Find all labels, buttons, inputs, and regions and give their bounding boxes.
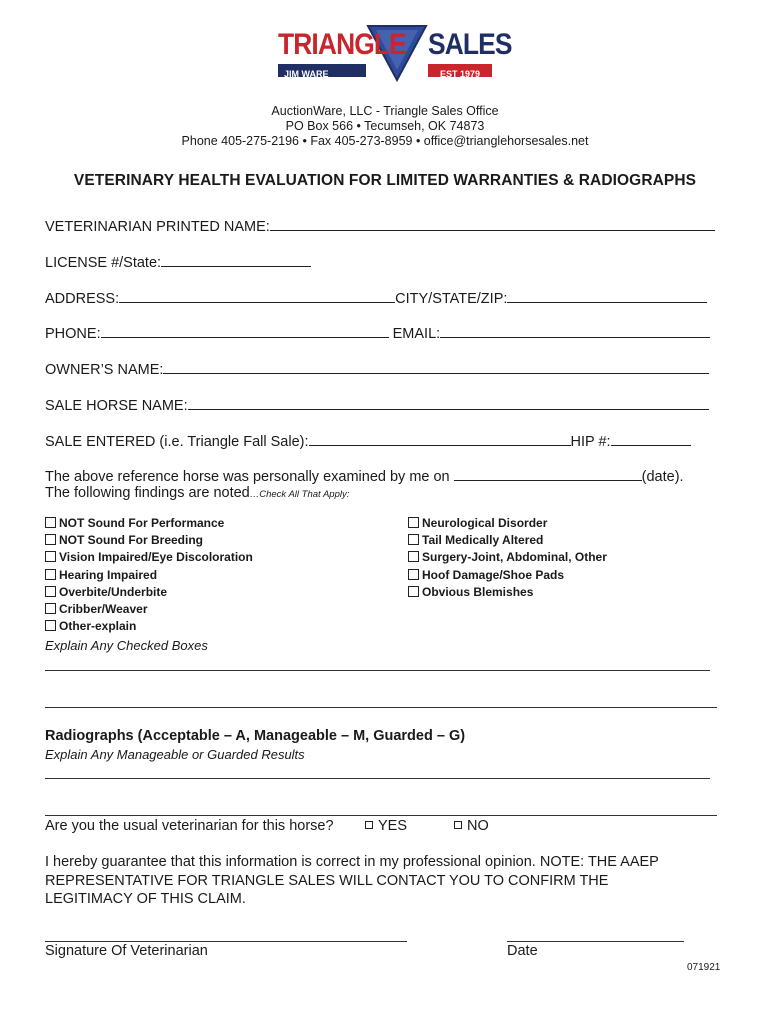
form-code: 071921 [687,962,721,973]
exam-line-1 [45,466,684,485]
checkbox-item[interactable] [45,515,253,532]
license-row [45,252,311,271]
checkbox-item[interactable] [45,567,253,584]
checkbox-label: Hoof Damage/Shoe Pads [422,567,565,582]
radiographs-heading: Radiographs (Acceptable – A, Manageable – M, Guarded – G) [45,728,466,744]
checkbox-label: Vision Impaired/Eye Discoloration [59,550,253,565]
vet-name-input[interactable] [270,216,715,231]
owner-row [45,359,709,378]
checkbox-square-icon[interactable] [45,586,56,597]
explain-line-1[interactable] [45,670,710,671]
hip-input[interactable] [611,431,691,446]
city-input[interactable] [507,288,707,303]
usual-vet-row [45,818,334,834]
checkbox-item[interactable] [408,549,607,566]
address-row [45,288,707,307]
checkbox-item[interactable] [408,515,607,532]
checkbox-label: Cribber/Weaver [59,602,148,617]
checkbox-square-icon[interactable] [408,517,419,528]
checkbox-item[interactable] [45,584,253,601]
license-label: LICENSE #/State: [45,255,162,271]
email-label: EMAIL: [392,326,441,342]
hip-label: HIP #: [570,434,611,450]
checkbox-label: Tail Medically Altered [422,533,544,548]
radiographs-explain-label: Explain Any Manageable or Guarded Results [45,747,305,762]
no-checkbox-icon[interactable] [454,821,462,829]
logo-est-bar [428,64,492,77]
address-label: ADDRESS: [45,291,120,307]
checkbox-square-icon[interactable] [45,620,56,631]
header-line-2: PO Box 566 • Tecumseh, OK 74873 [285,119,485,133]
yes-label: YES [378,818,408,834]
checkbox-item[interactable] [45,532,253,549]
checkbox-label: Overbite/Underbite [59,584,168,599]
exam-date-suffix: (date). [641,469,684,485]
logo-est: EST 1979 [439,69,481,79]
date-line[interactable] [507,941,684,942]
findings-hint: …Check All That Apply: [249,489,350,500]
checkbox-label: NOT Sound For Performance [59,516,225,530]
checkbox-item[interactable] [408,532,607,549]
sale-entered-row [45,431,691,450]
checkbox-label: Surgery-Joint, Abdominal, Other [422,550,607,565]
checkbox-square-icon[interactable] [45,551,56,562]
company-logo [276,22,512,84]
sale-horse-input[interactable] [188,395,709,410]
checkbox-square-icon[interactable] [408,569,419,580]
logo-owner-bar [278,64,366,77]
checkbox-square-icon[interactable] [45,569,56,580]
checkbox-label: Hearing Impaired [59,567,158,582]
phone-row [45,323,710,342]
checkbox-item[interactable] [408,584,607,601]
explain-line-2[interactable] [45,707,717,708]
checkbox-item[interactable] [408,567,607,584]
signature-label: Signature Of Veterinarian [45,943,208,959]
owner-input[interactable] [163,359,709,374]
checkbox-item[interactable] [45,601,253,618]
checkbox-square-icon[interactable] [408,551,419,562]
license-input[interactable] [161,252,311,267]
checkbox-item[interactable] [45,549,253,566]
date-label: Date [507,943,538,959]
vet-name-label: VETERINARIAN PRINTED NAME: [45,219,270,235]
radiographs-line-2[interactable] [45,815,717,816]
city-label: CITY/STATE/ZIP: [395,291,508,307]
no-option[interactable] [454,818,489,834]
explain-checked-label: Explain Any Checked Boxes [45,638,208,653]
guarantee-line-3: LEGITIMACY OF THIS CLAIM. [45,891,246,907]
checkbox-square-icon[interactable] [45,534,56,545]
checkbox-label: NOT Sound For Breeding [59,533,203,548]
no-label: NO [467,818,489,834]
guarantee-line-2: REPRESENTATIVE FOR TRIANGLE SALES WILL CONTACT YOU TO CONFIRM THE [45,872,609,889]
checkbox-square-icon[interactable] [408,586,419,597]
checkbox-label: Other-explain [59,619,137,634]
header-line-3: Phone 405-275-2196 • Fax 405-273-8959 • office@trianglehorsesales.net [181,134,589,148]
sale-entered-label: SALE ENTERED (i.e. Triangle Fall Sale): [45,434,309,450]
guarantee-line-1: I hereby guarantee that this information is correct in my professional opinion. NOTE: THE AAEP [45,854,659,870]
exam-line-2 [45,485,349,501]
sale-entered-input[interactable] [309,431,571,446]
checklist-right [408,515,607,601]
checkbox-square-icon[interactable] [45,517,56,528]
sale-horse-row [45,395,709,414]
owner-label: OWNER’S NAME: [45,362,164,378]
sale-horse-label: SALE HORSE NAME: [45,398,188,414]
guarantee-paragraph [45,853,659,909]
signature-line[interactable] [45,941,407,942]
usual-vet-question: Are you the usual veterinarian for this horse? [45,818,334,834]
yes-option[interactable] [365,818,407,834]
checkbox-label: Neurological Disorder [422,516,548,530]
exam-date-input[interactable] [454,466,642,481]
radiographs-line-1[interactable] [45,778,710,779]
logo-left-word: TRIANGLE [278,28,406,61]
exam-text: The above reference horse was personally examined by me on [45,469,450,485]
address-input[interactable] [119,288,395,303]
checkbox-item[interactable] [45,618,253,635]
checkbox-label: Obvious Blemishes [422,584,534,599]
email-input[interactable] [440,323,710,338]
logo-owner: JIM WARE [284,69,329,79]
checkbox-square-icon[interactable] [408,534,419,545]
header-line-1: AuctionWare, LLC - Triangle Sales Office [271,104,499,118]
form-title: VETERINARY HEALTH EVALUATION FOR LIMITED WARRANTIES & RADIOGRAPHS [73,172,697,189]
findings-text: The following findings are noted [45,485,250,501]
logo-right-word: SALES [428,28,512,61]
phone-label: PHONE: [45,326,101,342]
phone-input[interactable] [101,323,389,338]
checkbox-square-icon[interactable] [45,603,56,614]
yes-checkbox-icon[interactable] [365,821,373,829]
vet-name-row [45,216,715,235]
checklist-left [45,515,253,635]
